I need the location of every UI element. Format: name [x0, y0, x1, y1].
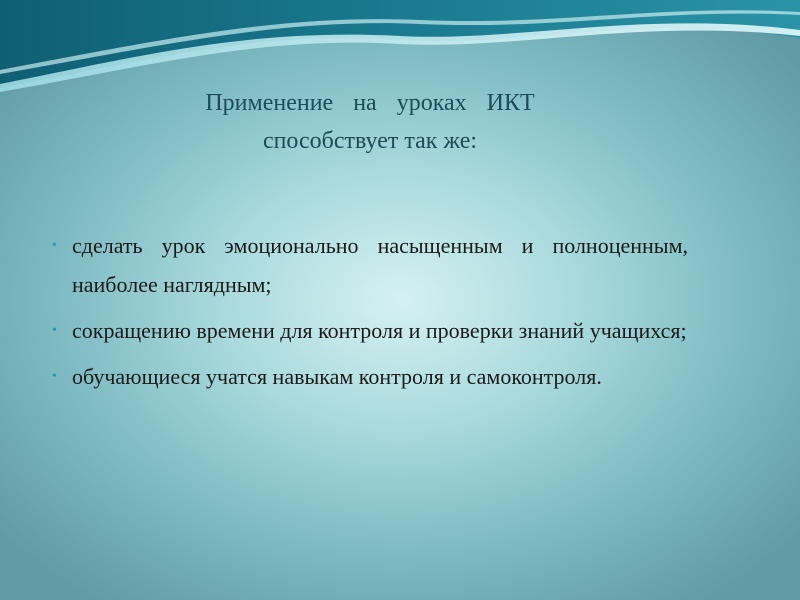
bullet-text: сделать урок эмоционально насыщенным и полноценным, наиболее наглядным; [72, 233, 688, 297]
bullet-dot-icon: • [52, 238, 57, 253]
bullet-text: обучающиеся учатся навыкам контроля и самоконтроля. [72, 364, 602, 389]
slide-title-line-1: Применение на уроках ИКТ [205, 90, 535, 116]
bullet-dot-icon: • [52, 369, 57, 384]
bullet-text: сокращению времени для контроля и проверки знаний учащихся; [72, 318, 687, 343]
bullet-item [52, 226, 688, 304]
slide-title [120, 84, 620, 160]
slide-title-line-2: способствует так же: [262, 128, 478, 154]
bullet-dot-icon: • [52, 323, 57, 338]
bullet-item [52, 357, 688, 396]
bullet-item [52, 311, 688, 350]
bullet-list [52, 226, 688, 403]
